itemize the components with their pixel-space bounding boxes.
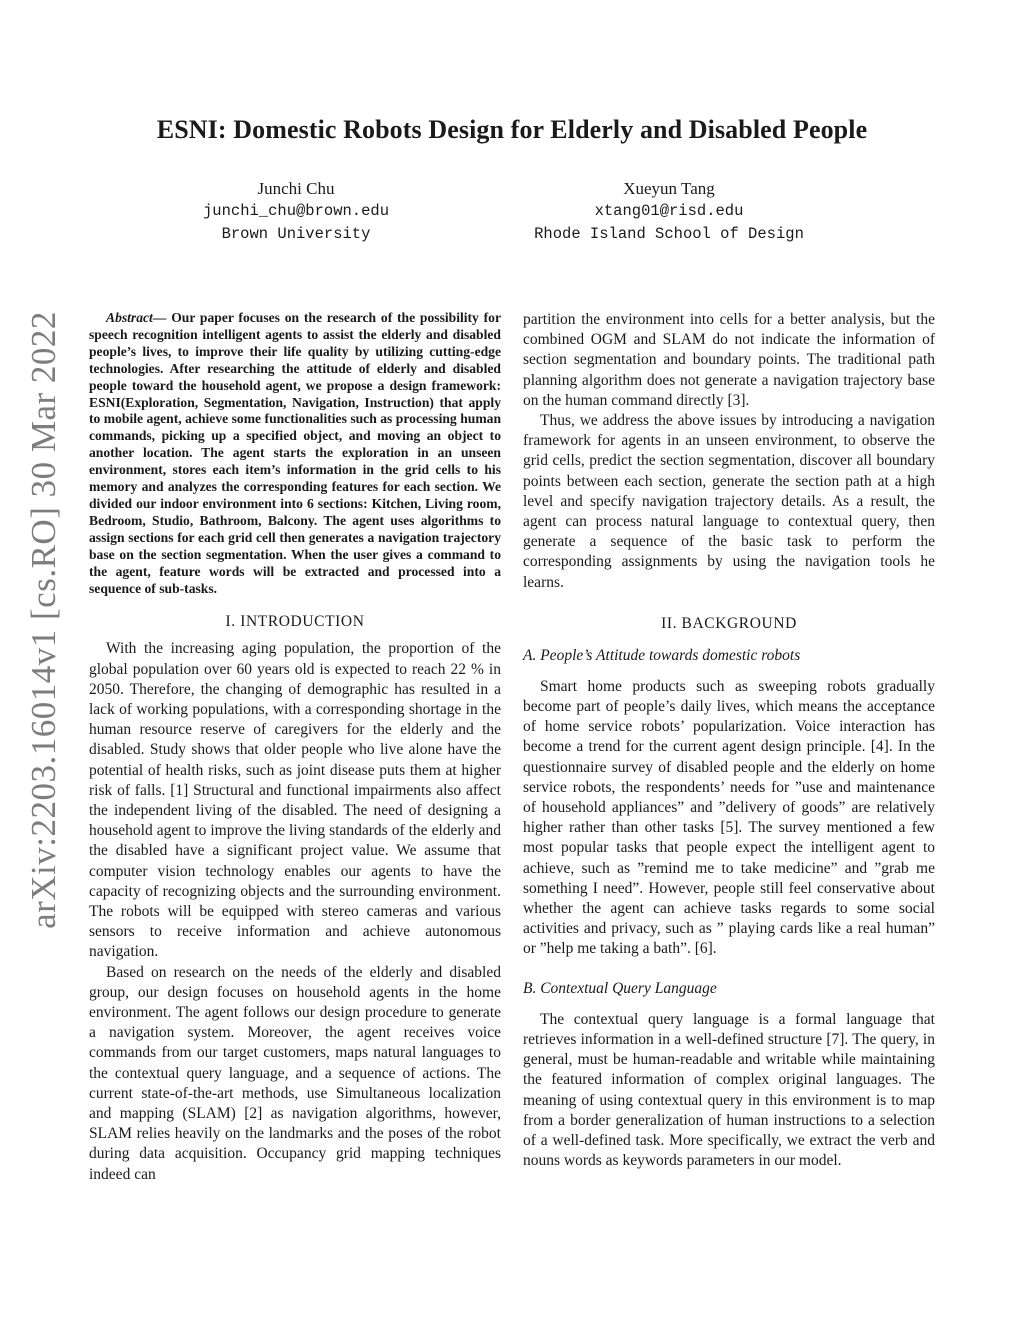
intro-paragraph-1: With the increasing aging population, the proportion of the global population over 60 years old is expected to reach 22 % in 2050. Therefore, the changing of demographic has resulted in a lack of working populations, with a corresponding shortage in the human resource reserve of caregivers for the elderly and the disabled. Study shows that older people who live alone have the potential of health risks, such as joint disease puts them at higher risk of falls. [1] Structural and functional impairments also affect the independent living of the disabled. The need of designing a household agent to improve the living standards of the elderly and the disabled have a significant project value. We assume that computer vision technology enables our agents to have the capacity of recognizing objects and the surrounding environment. The robots will be equipped with stereo cameras and various sensors to receive information and achieve autonomous navigation. xyxy=(89,640,501,961)
introduction-heading: I. INTRODUCTION xyxy=(225,613,365,631)
author-email: xtang01@risd.edu xyxy=(594,202,744,220)
subsection-a-heading: A. People’s Attitude towards domestic robots xyxy=(523,646,801,664)
abstract-label: Abstract— xyxy=(106,310,167,325)
author-name: Junchi Chu xyxy=(257,179,335,198)
author-email: junchi_chu@brown.edu xyxy=(202,202,390,220)
background-heading: II. BACKGROUND xyxy=(661,614,797,632)
subsection-b-text: The contextual query language is a formal language that retrieves information in a well-defined structure [7]. The query, in general, must be human-readable and writable while maintaining the featured information of complex original languages. The meaning of using contextual query in this environment is to map from a border generalization of human instructions to a selection of a well-defined task. More specifically, we extract the verb and nouns words as keywords parameters in our model. xyxy=(523,1010,935,1170)
abstract-text: Our paper focuses on the research of the possibility for speech recognition intelligent agents to assist the elderly and disabled people’s lives, to improve their life quality by utilizing cutting-edge technologies. After researching the attitude of elderly and disabled people toward the household agent, we propose a design framework: ESNI(Exploration, Segmentation, Navigation, Instruction) that apply to mobile agent, achieve some functionalities such as processing human commands, picking up a specified object, and moving an object to another location. The agent starts the exploration in an unseen environment, stores each item’s information in the grid cells to his memory and analyzes the corresponding features for each section. We divided our indoor environment into 6 sections: Kitchen, Living room, Bedroom, Studio, Bathroom, Balcony. The agent uses algorithms to assign sections for each grid cell then generates a navigation trajectory base on the section segmentation. When the user gives a command to the agent, feature words will be extracted and processed into a sequence of sub-tasks. xyxy=(89,310,501,596)
subsection-a-text: Smart home products such as sweeping robots gradually become part of people’s daily lives, which means the acceptance of home service robots’ popularization. Voice interaction has become a trend for the current agent design principle. [4]. In the questionnaire survey of disabled people and the elderly on home service robots, the respondents’ needs for ”use and maintenance of household appliances” and ”delivery of goods” are relatively higher rather than other tasks [5]. The survey mentioned a few most popular tasks that people expect the intelligent agent to achieve, such as ”remind me to take medicine” and ”grab me something I need”. However, people still feel conservative about whether the agent can achieve tasks regards to some social activities and privacy, such as ” playing cards like a real human” or ”help me taking a bath”. [6]. xyxy=(523,677,935,958)
author-name: Xueyun Tang xyxy=(623,179,715,198)
subsection-b-heading: B. Contextual Query Language xyxy=(523,979,717,997)
arxiv-identifier: arXiv:2203.16014v1 [cs.RO] 30 Mar 2022 xyxy=(24,311,63,929)
intro-paragraph-3: Thus, we address the above issues by introducing a navigation framework for agents in an unseen environment, to observe the grid cells, predict the section segmentation, discover all boundary points between each section, generate the section path at a high level and specify navigation trajectory details. As a result, the agent can process natural language to contextual query, then generate a sequence of the basic task to perform the corresponding assignments by using the navigation tools he learns. xyxy=(523,412,935,591)
paper-title: ESNI: Domestic Robots Design for Elderly and Disabled People xyxy=(156,115,868,144)
right-column xyxy=(523,310,935,1171)
author-affiliation: Brown University xyxy=(221,225,371,243)
author-block-1 xyxy=(146,177,446,246)
left-column xyxy=(89,310,501,1185)
intro-paragraph-2-continued: partition the environment into cells for a better analysis, but the combined OGM and SLAM do not indicate the information of section segmentation and boundary points. The traditional path planning algorithm does not generate a navigation trajectory base on the human command directly [3]. xyxy=(523,311,935,409)
abstract xyxy=(89,310,501,597)
author-affiliation: Rhode Island School of Design xyxy=(534,225,804,243)
author-block-2 xyxy=(469,177,869,246)
intro-paragraph-2: Based on research on the needs of the elderly and disabled group, our design focuses on household agents in the home environment. The agent follows our design procedure to generate a navigation system. Moreover, the agent receives voice commands from our target customers, maps natural languages to the contextual query language, and a sequence of actions. The current state-of-the-art methods, use Simultaneous localization and mapping (SLAM) [2] as navigation algorithms, however, SLAM relies heavily on the landmarks and the poses of the robot during data acquisition. Occupancy grid mapping techniques indeed can xyxy=(89,963,501,1183)
